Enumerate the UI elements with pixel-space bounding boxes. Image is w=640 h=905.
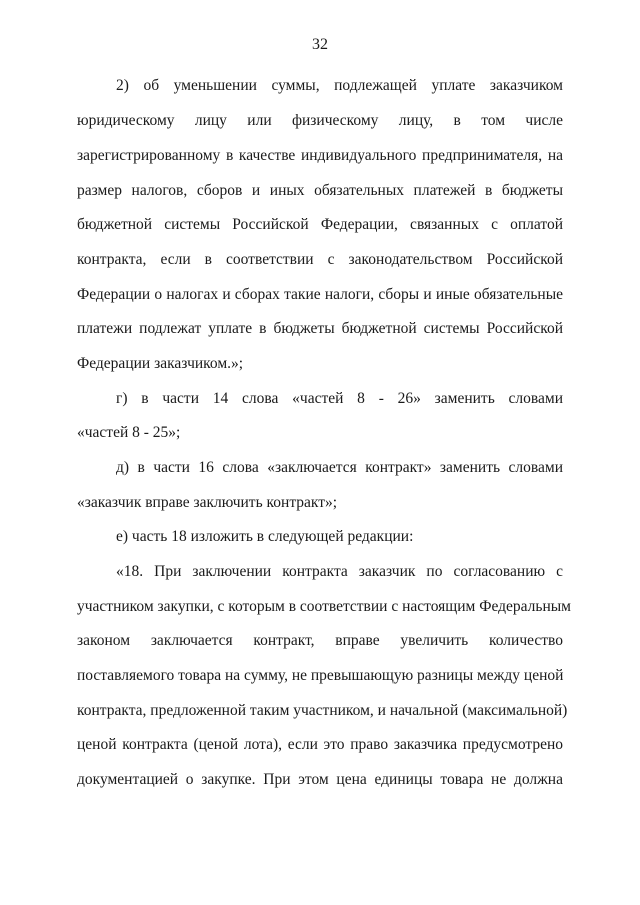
text-line: Федерации заказчиком.»; bbox=[77, 355, 244, 372]
text-line: г) в части 14 слова «частей 8 - 26» заменить словами bbox=[116, 390, 563, 407]
text-line: платежи подлежат уплате в бюджеты бюджетной системы Российской bbox=[77, 320, 563, 337]
text-line: «частей 8 - 25»; bbox=[77, 424, 181, 441]
text-line: д) в части 16 слова «заключается контракт» заменить словами bbox=[116, 459, 563, 476]
text-line: «18. При заключении контракта заказчик по согласованию с bbox=[116, 563, 563, 580]
text-line: е) часть 18 изложить в следующей редакции: bbox=[116, 528, 414, 545]
text-line: бюджетной системы Российской Федерации, связанных с оплатой bbox=[77, 216, 563, 233]
text-line: контракта, предложенной таким участником, и начальной (максимальной) bbox=[77, 702, 568, 719]
text-line: контракта, если в соответствии с законодательством Российской bbox=[77, 251, 563, 268]
text-line: 2) об уменьшении суммы, подлежащей уплате заказчиком bbox=[116, 77, 563, 94]
text-line: Федерации о налогах и сборах такие налоги, сборы и иные обязательные bbox=[77, 286, 563, 303]
text-line: размер налогов, сборов и иных обязательных платежей в бюджеты bbox=[77, 182, 563, 199]
text-line: документацией о закупке. При этом цена единицы товара не должна bbox=[77, 771, 563, 788]
text-line: участником закупки, с которым в соответствии с настоящим Федеральным bbox=[77, 598, 571, 615]
text-line: законом заключается контракт, вправе увеличить количество bbox=[77, 632, 563, 649]
text-line: поставляемого товара на сумму, не превышающую разницы между ценой bbox=[77, 667, 564, 684]
page-number: 32 bbox=[312, 36, 328, 53]
text-line: «заказчик вправе заключить контракт»; bbox=[77, 494, 338, 511]
text-line: ценой контракта (ценой лота), если это право заказчика предусмотрено bbox=[77, 736, 563, 753]
text-line: зарегистрированному в качестве индивидуального предпринимателя, на bbox=[77, 147, 563, 164]
text-line: юридическому лицу или физическому лицу, в том числе bbox=[77, 112, 563, 129]
